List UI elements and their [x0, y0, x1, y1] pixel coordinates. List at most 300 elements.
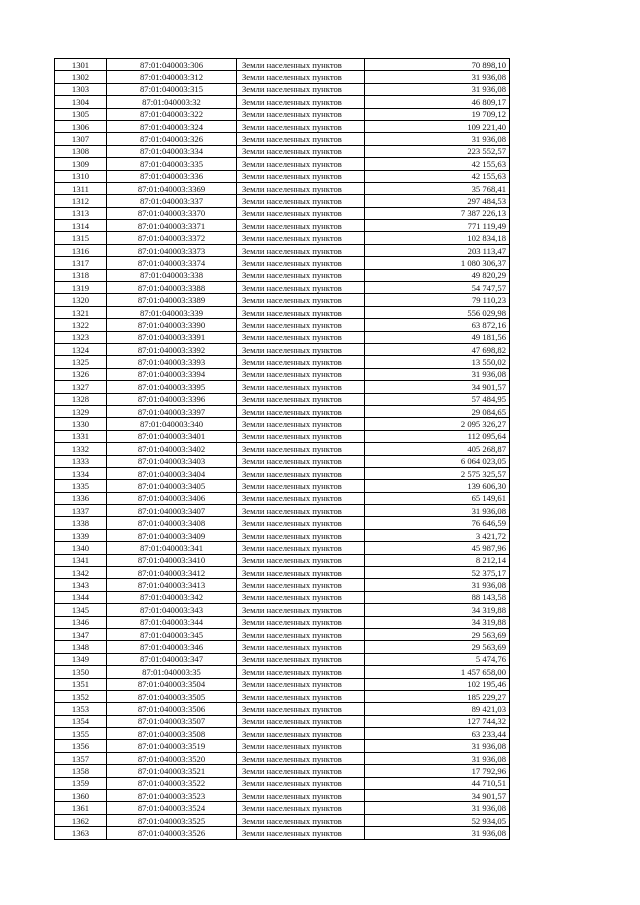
row-number-cell: 1318	[55, 269, 107, 281]
table-row	[55, 455, 510, 467]
table-row	[55, 182, 510, 194]
land-category-cell: Земли населенных пунктов	[237, 306, 365, 318]
row-number-cell: 1354	[55, 715, 107, 727]
row-number-cell: 1359	[55, 777, 107, 789]
table-row	[55, 158, 510, 170]
table-row	[55, 319, 510, 331]
land-category-cell: Земли населенных пунктов	[237, 294, 365, 306]
table-row	[55, 356, 510, 368]
cadastral-number-cell: 87:01:040003:3521	[107, 765, 237, 777]
land-category-cell: Земли населенных пунктов	[237, 393, 365, 405]
cadastral-value-cell: 63 872,16	[365, 319, 510, 331]
row-number-cell: 1329	[55, 405, 107, 417]
table-row	[55, 814, 510, 826]
cadastral-value-cell: 3 421,72	[365, 529, 510, 541]
land-category-cell: Земли населенных пунктов	[237, 343, 365, 355]
cadastral-value-cell: 63 233,44	[365, 728, 510, 740]
cadastral-value-cell: 76 646,59	[365, 517, 510, 529]
cadastral-value-cell: 42 155,63	[365, 170, 510, 182]
table-row	[55, 579, 510, 591]
cadastral-value-cell: 771 119,49	[365, 220, 510, 232]
cadastral-value-cell: 31 936,08	[365, 579, 510, 591]
land-category-cell: Земли населенных пунктов	[237, 195, 365, 207]
cadastral-value-cell: 31 936,08	[365, 133, 510, 145]
land-category-cell: Земли населенных пунктов	[237, 59, 365, 71]
cadastral-number-cell: 87:01:040003:3373	[107, 244, 237, 256]
table-row	[55, 430, 510, 442]
land-category-cell: Земли населенных пунктов	[237, 120, 365, 132]
cadastral-number-cell: 87:01:040003:339	[107, 306, 237, 318]
cadastral-number-cell: 87:01:040003:3391	[107, 331, 237, 343]
land-category-cell: Земли населенных пунктов	[237, 827, 365, 839]
cadastral-number-cell: 87:01:040003:3520	[107, 752, 237, 764]
land-category-cell: Земли населенных пунктов	[237, 158, 365, 170]
row-number-cell: 1330	[55, 418, 107, 430]
table-row	[55, 653, 510, 665]
land-category-cell: Земли населенных пунктов	[237, 678, 365, 690]
land-category-cell: Земли населенных пунктов	[237, 505, 365, 517]
row-number-cell: 1331	[55, 430, 107, 442]
row-number-cell: 1344	[55, 591, 107, 603]
cadastral-value-cell: 8 212,14	[365, 554, 510, 566]
table-row	[55, 170, 510, 182]
table-row	[55, 567, 510, 579]
table-row	[55, 554, 510, 566]
cadastral-number-cell: 87:01:040003:3413	[107, 579, 237, 591]
row-number-cell: 1307	[55, 133, 107, 145]
land-category-cell: Земли населенных пунктов	[237, 331, 365, 343]
cadastral-number-cell: 87:01:040003:3372	[107, 232, 237, 244]
table-row	[55, 542, 510, 554]
land-category-cell: Земли населенных пунктов	[237, 752, 365, 764]
row-number-cell: 1356	[55, 740, 107, 752]
land-category-cell: Земли населенных пунктов	[237, 604, 365, 616]
row-number-cell: 1322	[55, 319, 107, 331]
land-category-cell: Земли населенных пунктов	[237, 740, 365, 752]
row-number-cell: 1317	[55, 257, 107, 269]
cadastral-number-cell: 87:01:040003:3406	[107, 492, 237, 504]
row-number-cell: 1362	[55, 814, 107, 826]
land-category-cell: Земли населенных пунктов	[237, 628, 365, 640]
row-number-cell: 1310	[55, 170, 107, 182]
row-number-cell: 1341	[55, 554, 107, 566]
table-row	[55, 467, 510, 479]
table-row	[55, 282, 510, 294]
row-number-cell: 1312	[55, 195, 107, 207]
land-category-cell: Земли населенных пунктов	[237, 666, 365, 678]
cadastral-number-cell: 87:01:040003:340	[107, 418, 237, 430]
cadastral-value-cell: 109 221,40	[365, 120, 510, 132]
table-row	[55, 517, 510, 529]
table-row	[55, 368, 510, 380]
land-category-cell: Земли населенных пунктов	[237, 715, 365, 727]
row-number-cell: 1358	[55, 765, 107, 777]
cadastral-value-cell: 31 936,08	[365, 827, 510, 839]
row-number-cell: 1349	[55, 653, 107, 665]
land-category-cell: Земли населенных пунктов	[237, 418, 365, 430]
land-category-cell: Земли населенных пунктов	[237, 182, 365, 194]
row-number-cell: 1335	[55, 480, 107, 492]
cadastral-number-cell: 87:01:040003:315	[107, 83, 237, 95]
table-row	[55, 269, 510, 281]
table-row	[55, 505, 510, 517]
land-category-cell: Земли населенных пунктов	[237, 777, 365, 789]
cadastral-value-cell: 65 149,61	[365, 492, 510, 504]
row-number-cell: 1336	[55, 492, 107, 504]
land-category-cell: Земли населенных пунктов	[237, 492, 365, 504]
cadastral-value-cell: 19 709,12	[365, 108, 510, 120]
land-category-cell: Земли населенных пунктов	[237, 83, 365, 95]
cadastral-number-cell: 87:01:040003:3371	[107, 220, 237, 232]
cadastral-number-cell: 87:01:040003:344	[107, 616, 237, 628]
cadastral-value-cell: 127 744,32	[365, 715, 510, 727]
table-row	[55, 96, 510, 108]
row-number-cell: 1346	[55, 616, 107, 628]
cadastral-value-cell: 29 084,65	[365, 405, 510, 417]
table-row	[55, 294, 510, 306]
row-number-cell: 1342	[55, 567, 107, 579]
cadastral-number-cell: 87:01:040003:326	[107, 133, 237, 145]
land-category-cell: Земли населенных пунктов	[237, 207, 365, 219]
cadastral-number-cell: 87:01:040003:3390	[107, 319, 237, 331]
row-number-cell: 1350	[55, 666, 107, 678]
table-row	[55, 802, 510, 814]
cadastral-value-cell: 556 029,98	[365, 306, 510, 318]
table-row	[55, 195, 510, 207]
cadastral-number-cell: 87:01:040003:3507	[107, 715, 237, 727]
row-number-cell: 1363	[55, 827, 107, 839]
table-row	[55, 492, 510, 504]
cadastral-value-cell: 1 080 306,37	[365, 257, 510, 269]
cadastral-value-cell: 31 936,08	[365, 740, 510, 752]
cadastral-value-cell: 57 484,95	[365, 393, 510, 405]
table-row	[55, 728, 510, 740]
table-body	[55, 59, 510, 840]
cadastral-value-cell: 44 710,51	[365, 777, 510, 789]
table-row	[55, 120, 510, 132]
cadastral-value-cell: 102 834,18	[365, 232, 510, 244]
land-category-cell: Земли населенных пунктов	[237, 690, 365, 702]
table-row	[55, 257, 510, 269]
cadastral-value-cell: 31 936,08	[365, 752, 510, 764]
cadastral-value-cell: 89 421,03	[365, 703, 510, 715]
cadastral-number-cell: 87:01:040003:3395	[107, 381, 237, 393]
row-number-cell: 1333	[55, 455, 107, 467]
table-row	[55, 752, 510, 764]
row-number-cell: 1361	[55, 802, 107, 814]
row-number-cell: 1352	[55, 690, 107, 702]
cadastral-number-cell: 87:01:040003:3410	[107, 554, 237, 566]
table-row	[55, 666, 510, 678]
cadastral-value-cell: 223 552,57	[365, 145, 510, 157]
land-category-cell: Земли населенных пунктов	[237, 220, 365, 232]
row-number-cell: 1316	[55, 244, 107, 256]
table-row	[55, 331, 510, 343]
cadastral-number-cell: 87:01:040003:3403	[107, 455, 237, 467]
land-category-cell: Земли населенных пунктов	[237, 591, 365, 603]
land-category-cell: Земли населенных пунктов	[237, 368, 365, 380]
table-row	[55, 827, 510, 839]
table-row	[55, 790, 510, 802]
row-number-cell: 1337	[55, 505, 107, 517]
cadastral-number-cell: 87:01:040003:337	[107, 195, 237, 207]
row-number-cell: 1357	[55, 752, 107, 764]
table-row	[55, 765, 510, 777]
cadastral-number-cell: 87:01:040003:3405	[107, 480, 237, 492]
cadastral-number-cell: 87:01:040003:35	[107, 666, 237, 678]
row-number-cell: 1326	[55, 368, 107, 380]
cadastral-value-cell: 47 698,82	[365, 343, 510, 355]
row-number-cell: 1353	[55, 703, 107, 715]
table-row	[55, 740, 510, 752]
table-row	[55, 678, 510, 690]
cadastral-number-cell: 87:01:040003:3504	[107, 678, 237, 690]
table-row	[55, 133, 510, 145]
row-number-cell: 1309	[55, 158, 107, 170]
cadastral-number-cell: 87:01:040003:3388	[107, 282, 237, 294]
row-number-cell: 1327	[55, 381, 107, 393]
row-number-cell: 1320	[55, 294, 107, 306]
cadastral-number-cell: 87:01:040003:341	[107, 542, 237, 554]
cadastral-value-cell: 31 936,08	[365, 83, 510, 95]
cadastral-value-table	[54, 58, 510, 840]
land-category-cell: Земли населенных пунктов	[237, 405, 365, 417]
cadastral-value-cell: 13 550,02	[365, 356, 510, 368]
cadastral-value-cell: 45 987,96	[365, 542, 510, 554]
cadastral-value-cell: 185 229,27	[365, 690, 510, 702]
cadastral-number-cell: 87:01:040003:335	[107, 158, 237, 170]
table-row	[55, 71, 510, 83]
cadastral-value-cell: 31 936,08	[365, 505, 510, 517]
row-number-cell: 1311	[55, 182, 107, 194]
land-category-cell: Земли населенных пунктов	[237, 443, 365, 455]
cadastral-number-cell: 87:01:040003:3402	[107, 443, 237, 455]
cadastral-number-cell: 87:01:040003:347	[107, 653, 237, 665]
row-number-cell: 1315	[55, 232, 107, 244]
table-row	[55, 207, 510, 219]
land-category-cell: Земли населенных пунктов	[237, 133, 365, 145]
cadastral-value-cell: 6 064 023,05	[365, 455, 510, 467]
cadastral-number-cell: 87:01:040003:3389	[107, 294, 237, 306]
cadastral-value-cell: 34 319,88	[365, 604, 510, 616]
table-row	[55, 703, 510, 715]
table-row	[55, 145, 510, 157]
row-number-cell: 1301	[55, 59, 107, 71]
row-number-cell: 1360	[55, 790, 107, 802]
cadastral-value-cell: 139 606,30	[365, 480, 510, 492]
cadastral-number-cell: 87:01:040003:3408	[107, 517, 237, 529]
cadastral-number-cell: 87:01:040003:345	[107, 628, 237, 640]
table-row	[55, 591, 510, 603]
cadastral-value-cell: 70 898,10	[365, 59, 510, 71]
cadastral-value-cell: 52 375,17	[365, 567, 510, 579]
cadastral-number-cell: 87:01:040003:3524	[107, 802, 237, 814]
cadastral-value-cell: 34 319,88	[365, 616, 510, 628]
table-row	[55, 59, 510, 71]
row-number-cell: 1325	[55, 356, 107, 368]
cadastral-number-cell: 87:01:040003:3404	[107, 467, 237, 479]
land-category-cell: Земли населенных пунктов	[237, 653, 365, 665]
cadastral-number-cell: 87:01:040003:343	[107, 604, 237, 616]
cadastral-value-cell: 297 484,53	[365, 195, 510, 207]
cadastral-value-cell: 29 563,69	[365, 628, 510, 640]
land-category-cell: Земли населенных пунктов	[237, 381, 365, 393]
cadastral-value-cell: 34 901,57	[365, 381, 510, 393]
cadastral-value-cell: 102 195,46	[365, 678, 510, 690]
table-row	[55, 690, 510, 702]
row-number-cell: 1343	[55, 579, 107, 591]
cadastral-number-cell: 87:01:040003:334	[107, 145, 237, 157]
cadastral-number-cell: 87:01:040003:3409	[107, 529, 237, 541]
row-number-cell: 1306	[55, 120, 107, 132]
cadastral-number-cell: 87:01:040003:3374	[107, 257, 237, 269]
cadastral-value-cell: 42 155,63	[365, 158, 510, 170]
land-category-cell: Земли населенных пунктов	[237, 517, 365, 529]
row-number-cell: 1313	[55, 207, 107, 219]
table-row	[55, 108, 510, 120]
land-category-cell: Земли населенных пунктов	[237, 108, 365, 120]
land-category-cell: Земли населенных пунктов	[237, 529, 365, 541]
land-category-cell: Земли населенных пунктов	[237, 269, 365, 281]
cadastral-number-cell: 87:01:040003:32	[107, 96, 237, 108]
land-category-cell: Земли населенных пунктов	[237, 232, 365, 244]
cadastral-number-cell: 87:01:040003:3506	[107, 703, 237, 715]
land-category-cell: Земли населенных пунктов	[237, 802, 365, 814]
land-category-cell: Земли населенных пунктов	[237, 257, 365, 269]
land-category-cell: Земли населенных пунктов	[237, 282, 365, 294]
table-row	[55, 220, 510, 232]
table-row	[55, 641, 510, 653]
land-category-cell: Земли населенных пунктов	[237, 579, 365, 591]
land-category-cell: Земли населенных пунктов	[237, 319, 365, 331]
table-row	[55, 628, 510, 640]
land-category-cell: Земли населенных пунктов	[237, 71, 365, 83]
table-row	[55, 616, 510, 628]
table-row	[55, 604, 510, 616]
cadastral-number-cell: 87:01:040003:3519	[107, 740, 237, 752]
land-category-cell: Земли населенных пунктов	[237, 542, 365, 554]
cadastral-number-cell: 87:01:040003:3397	[107, 405, 237, 417]
cadastral-value-cell: 203 113,47	[365, 244, 510, 256]
row-number-cell: 1334	[55, 467, 107, 479]
row-number-cell: 1345	[55, 604, 107, 616]
land-category-cell: Земли населенных пунктов	[237, 814, 365, 826]
cadastral-value-cell: 2 095 326,27	[365, 418, 510, 430]
cadastral-value-cell: 46 809,17	[365, 96, 510, 108]
cadastral-value-cell: 52 934,05	[365, 814, 510, 826]
row-number-cell: 1328	[55, 393, 107, 405]
land-category-cell: Земли населенных пунктов	[237, 480, 365, 492]
cadastral-number-cell: 87:01:040003:3508	[107, 728, 237, 740]
land-category-cell: Земли населенных пунктов	[237, 728, 365, 740]
land-category-cell: Земли населенных пунктов	[237, 96, 365, 108]
table-row	[55, 715, 510, 727]
cadastral-number-cell: 87:01:040003:3522	[107, 777, 237, 789]
cadastral-value-cell: 2 575 325,57	[365, 467, 510, 479]
cadastral-number-cell: 87:01:040003:3392	[107, 343, 237, 355]
row-number-cell: 1351	[55, 678, 107, 690]
row-number-cell: 1319	[55, 282, 107, 294]
row-number-cell: 1323	[55, 331, 107, 343]
row-number-cell: 1340	[55, 542, 107, 554]
table-row	[55, 393, 510, 405]
cadastral-number-cell: 87:01:040003:3401	[107, 430, 237, 442]
table-row	[55, 83, 510, 95]
table-row	[55, 343, 510, 355]
cadastral-number-cell: 87:01:040003:3369	[107, 182, 237, 194]
cadastral-value-cell: 49 820,29	[365, 269, 510, 281]
land-category-cell: Земли населенных пунктов	[237, 430, 365, 442]
land-category-cell: Земли населенных пунктов	[237, 790, 365, 802]
cadastral-value-cell: 31 936,08	[365, 71, 510, 83]
land-category-cell: Земли населенных пунктов	[237, 170, 365, 182]
cadastral-value-cell: 1 457 658,00	[365, 666, 510, 678]
cadastral-number-cell: 87:01:040003:312	[107, 71, 237, 83]
table-row	[55, 418, 510, 430]
cadastral-value-cell: 31 936,08	[365, 368, 510, 380]
cadastral-number-cell: 87:01:040003:3394	[107, 368, 237, 380]
row-number-cell: 1348	[55, 641, 107, 653]
row-number-cell: 1339	[55, 529, 107, 541]
cadastral-value-cell: 79 110,23	[365, 294, 510, 306]
cadastral-value-cell: 54 747,57	[365, 282, 510, 294]
cadastral-number-cell: 87:01:040003:338	[107, 269, 237, 281]
row-number-cell: 1347	[55, 628, 107, 640]
cadastral-number-cell: 87:01:040003:3505	[107, 690, 237, 702]
cadastral-value-cell: 34 901,57	[365, 790, 510, 802]
cadastral-number-cell: 87:01:040003:306	[107, 59, 237, 71]
land-category-cell: Земли населенных пунктов	[237, 703, 365, 715]
cadastral-number-cell: 87:01:040003:3523	[107, 790, 237, 802]
land-category-cell: Земли населенных пунктов	[237, 244, 365, 256]
land-category-cell: Земли населенных пунктов	[237, 765, 365, 777]
table-row	[55, 480, 510, 492]
row-number-cell: 1308	[55, 145, 107, 157]
cadastral-value-cell: 17 792,96	[365, 765, 510, 777]
land-category-cell: Земли населенных пунктов	[237, 356, 365, 368]
cadastral-number-cell: 87:01:040003:324	[107, 120, 237, 132]
row-number-cell: 1303	[55, 83, 107, 95]
row-number-cell: 1338	[55, 517, 107, 529]
cadastral-number-cell: 87:01:040003:3526	[107, 827, 237, 839]
cadastral-value-cell: 29 563,69	[365, 641, 510, 653]
row-number-cell: 1305	[55, 108, 107, 120]
table-row	[55, 244, 510, 256]
cadastral-number-cell: 87:01:040003:3407	[107, 505, 237, 517]
table-row	[55, 306, 510, 318]
table-row	[55, 777, 510, 789]
row-number-cell: 1304	[55, 96, 107, 108]
cadastral-number-cell: 87:01:040003:322	[107, 108, 237, 120]
table-row	[55, 529, 510, 541]
row-number-cell: 1355	[55, 728, 107, 740]
row-number-cell: 1314	[55, 220, 107, 232]
table-row	[55, 232, 510, 244]
land-category-cell: Земли населенных пунктов	[237, 467, 365, 479]
cadastral-number-cell: 87:01:040003:346	[107, 641, 237, 653]
land-category-cell: Земли населенных пунктов	[237, 641, 365, 653]
row-number-cell: 1324	[55, 343, 107, 355]
cadastral-number-cell: 87:01:040003:342	[107, 591, 237, 603]
cadastral-value-cell: 49 181,56	[365, 331, 510, 343]
land-category-cell: Земли населенных пунктов	[237, 554, 365, 566]
land-category-cell: Земли населенных пунктов	[237, 145, 365, 157]
cadastral-number-cell: 87:01:040003:3525	[107, 814, 237, 826]
cadastral-value-cell: 5 474,76	[365, 653, 510, 665]
cadastral-number-cell: 87:01:040003:3393	[107, 356, 237, 368]
row-number-cell: 1321	[55, 306, 107, 318]
cadastral-number-cell: 87:01:040003:3370	[107, 207, 237, 219]
